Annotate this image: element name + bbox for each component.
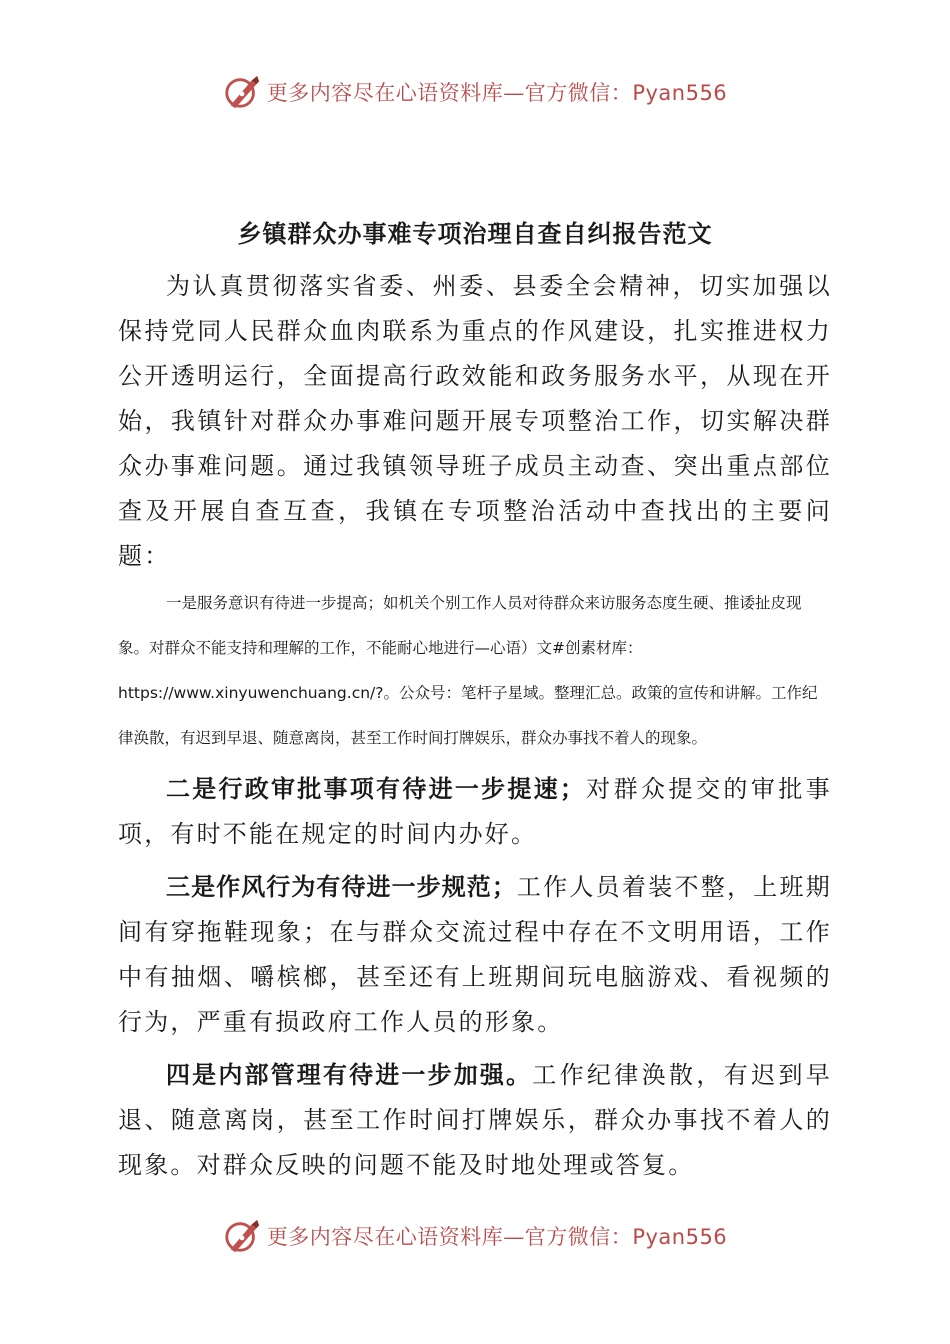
item-3-paragraph <box>118 865 832 1045</box>
pen-nib-logo-icon <box>223 73 261 111</box>
pen-nib-logo-icon <box>223 1217 261 1255</box>
item-3-lead: 三是作风行为有待进一步规范； <box>166 873 517 901</box>
item-4-body: 工作纪律涣散，有迟到早退、随意离岗，甚至工作时间打牌娱乐，群众办事找不着人的现象。对群众反映的问题不能及时地处理或答复。 <box>118 1061 832 1179</box>
header-banner <box>0 70 950 114</box>
item-1-paragraph: 一是服务意识有待进一步提高；如机关个别工作人员对待群众来访服务态度生硬、推诿扯皮现象。对群众不能支持和理解的工作，不能耐心地进行—心语）文#创素材库：https://www.xinyuwenchuang.cn/?。公众号：笔杆子星域。整理汇总。政策的宣传和讲解。工作纪律涣散，有迟到早退、随意离岗，甚至工作时间打牌娱乐，群众办事找不着人的现象。 <box>118 594 818 747</box>
document-title: 乡镇群众办事难专项治理自查自纠报告范文 <box>237 220 713 248</box>
intro-paragraph: 为认真贯彻落实省委、州委、县委全会精神，切实加强以保持党同人民群众血肉联系为重点的作风建设，扎实推进权力公开透明运行，全面提高行政效能和政务服务水平，从现在开始，我镇针对群众办事难问题开展专项整治工作，切实解决群众办事难问题。通过我镇领导班子成员主动查、突出重点部位查及开展自查互查，我镇在专项整治活动中查找出的主要问题： <box>118 272 832 570</box>
banner-text <box>267 77 727 107</box>
item-2-paragraph <box>118 767 832 857</box>
banner-slogan: 更多内容尽在心语资料库—官方微信： <box>266 1225 633 1249</box>
wechat-id: Pyan556 <box>632 1225 728 1249</box>
item-4-lead: 四是内部管理有待进一步加强。 <box>166 1061 533 1089</box>
banner-slogan: 更多内容尽在心语资料库—官方微信： <box>266 81 633 105</box>
banner-text <box>267 1221 727 1251</box>
item-2-body: 对群众提交的审批事项，有时不能在规定的时间内办好。 <box>118 775 832 848</box>
item-3-body: 工作人员着装不整，上班期间有穿拖鞋现象；在与群众交流过程中存在不文明用语，工作中有抽烟、嚼槟榔，甚至还有上班期间玩电脑游戏、看视频的行为，严重有损政府工作人员的形象。 <box>118 873 832 1036</box>
item-2-lead: 二是行政审批事项有待进一步提速； <box>166 775 585 803</box>
document-body <box>118 264 832 1188</box>
wechat-id: Pyan556 <box>632 81 728 105</box>
footer-banner <box>0 1214 950 1258</box>
item-4-paragraph <box>118 1053 832 1188</box>
